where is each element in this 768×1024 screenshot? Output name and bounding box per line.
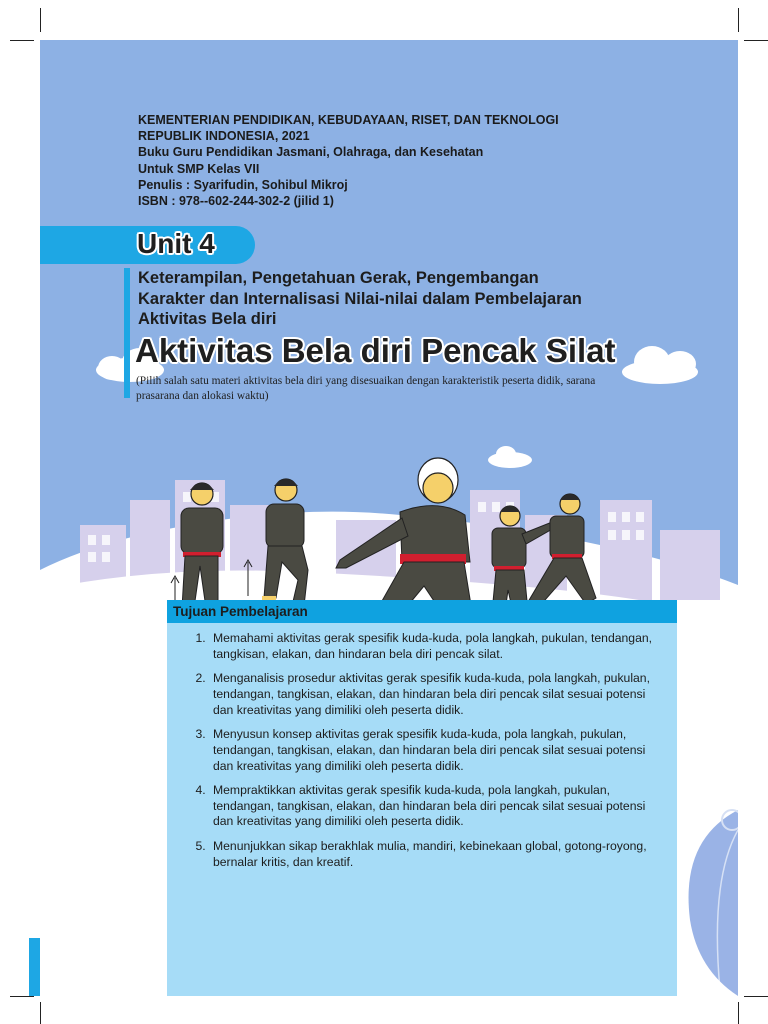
author-line: Penulis : Syarifudin, Sohibul Mikroj: [138, 177, 348, 192]
grade-line: Untuk SMP Kelas VII: [138, 161, 260, 176]
publisher-info: [138, 112, 658, 209]
learning-goals-box: [167, 600, 677, 996]
goals-list: [167, 623, 677, 870]
crop-mark: [40, 8, 41, 32]
crop-mark: [744, 40, 768, 41]
crop-mark: [738, 8, 739, 32]
goal-item: 2. Menganalisis prosedur aktivitas gerak spesifik kuda-kuda, pola langkah, pukulan, tendangan, tangkisan, elakan, dan hindaran bela diri pencak silat sesuai potensi dan kreativitas yang dimiliki oleh peserta didik.: [209, 671, 659, 718]
publisher-line: REPUBLIK INDONESIA, 2021: [138, 129, 310, 144]
chapter-note: (Pilih salah satu materi aktivitas bela diri yang disesuaikan dengan karakteristik peserta didik, sarana prasarana dan alokasi waktu): [136, 375, 596, 402]
subtitle-line: Aktivitas Bela diri: [138, 310, 277, 328]
isbn-line: ISBN : 978--602-244-302-2 (jilid 1): [138, 194, 334, 209]
goal-item: 4. Mempraktikkan aktivitas gerak spesifik kuda-kuda, pola langkah, pukulan, tendangan, tangkisan, elakan, dan hindaran bela diri pencak silat sesuai potensi dan kreativitas yang dimiliki oleh peserta didik.: [209, 783, 659, 830]
subtitle-line: Karakter dan Internalisasi Nilai-nilai dalam Pembelajaran: [138, 289, 582, 308]
crop-mark: [10, 996, 34, 997]
edge-strip: [29, 938, 40, 996]
goal-item: 3. Menyusun konsep aktivitas gerak spesifik kuda-kuda, pola langkah, pukulan, tendangan, tangkisan, elakan, dan hindaran bela diri pencak silat sesuai potensi dan kreativitas yang dimiliki oleh peserta didik.: [209, 727, 659, 774]
book-page: [40, 40, 738, 996]
crop-mark: [744, 996, 768, 997]
chapter-title: Aktivitas Bela diri Pencak Silat: [135, 332, 616, 369]
goal-item: 5. Menunjukkan sikap berakhlak mulia, mandiri, kebinekaan global, gotong-royong, bernalar kritis, dan kreatif.: [209, 839, 659, 871]
crop-mark: [10, 40, 34, 41]
goals-heading: Tujuan Pembelajaran: [167, 600, 677, 623]
unit-label: Unit 4: [137, 228, 215, 259]
subtitle-line: Keterampilan, Pengetahuan Gerak, Pengembangan: [138, 269, 539, 287]
crop-mark: [738, 1002, 739, 1024]
publisher-line: KEMENTERIAN PENDIDIKAN, KEBUDAYAAN, RISET, DAN TEKNOLOGI: [138, 113, 559, 127]
accent-bar: [124, 268, 130, 398]
crop-mark: [40, 1002, 41, 1024]
unit-subtitle: [138, 268, 668, 330]
book-title-line: Buku Guru Pendidikan Jasmani, Olahraga, dan Kesehatan: [138, 145, 484, 160]
goal-item: 1. Memahami aktivitas gerak spesifik kuda-kuda, pola langkah, pukulan, tendangan, tangkisan, elakan, dan hindaran bela diri pencak silat.: [209, 631, 659, 663]
